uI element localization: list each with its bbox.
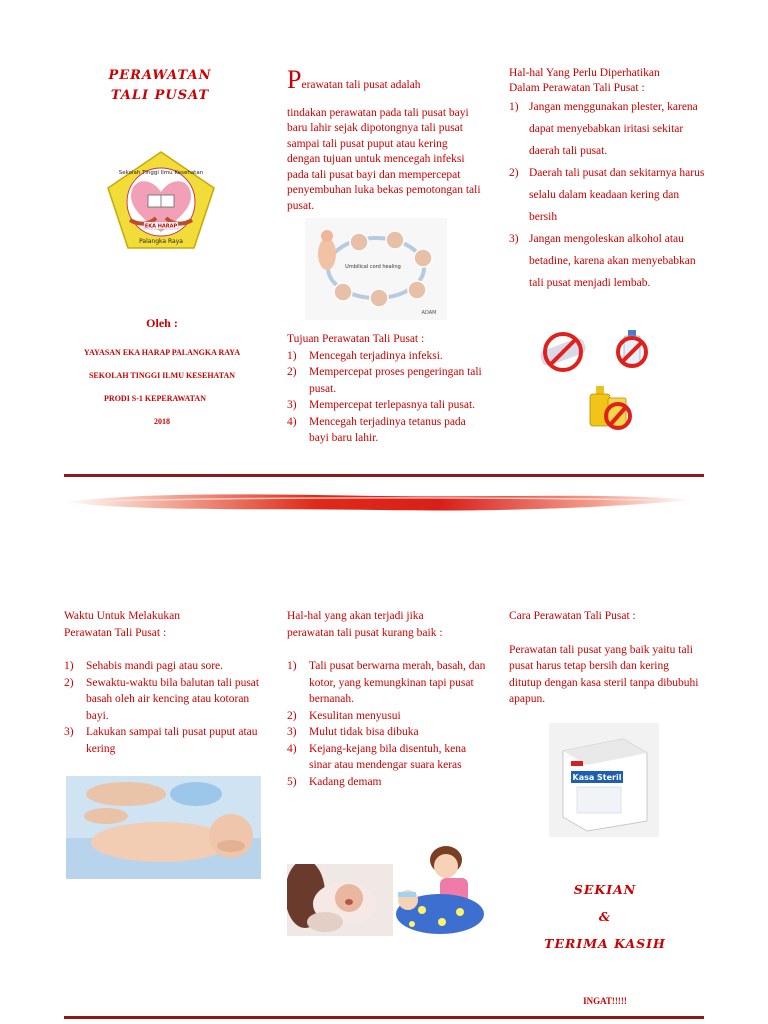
institution-logo <box>106 150 216 250</box>
intro-body: tindakan perawatan pada tali pusat bayi baru lahir sejak dipotongnya tali pusat sampai tali pusat puput atau kering dengan tujuan untuk mencegah infeksi pada tali pusat bayi dan mempercepat penyembuhan luka bekas pemotongan tali pusat. <box>287 106 481 212</box>
list-item: 2) Sewaktu-waktu bila balutan tali pusat basah oleh air kencing atau kotoran bayi. <box>64 676 260 722</box>
list-item: 3) Jangan mengoleskan alkohol atau betadine, karena akan menyebabkan tali pusat menjadi lembab. <box>509 233 696 289</box>
diagram-caption: Umbilical cord healing <box>345 264 401 270</box>
list-item: 2) Mempercepat proses pengeringan tali pusat. <box>287 366 482 395</box>
timing-title-line2: Perawatan Tali Pusat : <box>64 626 167 639</box>
complications-title-line2: perawatan tali pusat kurang baik : <box>287 626 443 639</box>
sick-baby-illustration <box>392 844 488 936</box>
list-item: 1) Sehabis mandi pagi atau sore. <box>64 660 224 672</box>
prohibited-items-illustration <box>530 328 670 448</box>
sterile-gauze-box-photo <box>549 723 659 837</box>
precautions-title-line2: Dalam Perawatan Tali Pusat : <box>509 82 645 94</box>
care-method-section <box>509 608 699 708</box>
intro-first-line <box>287 65 482 94</box>
care-method-title: Cara Perawatan Tali Pusat : <box>509 610 636 622</box>
logo-city-text: Palangka Raya <box>139 238 183 245</box>
timing-title-line1: Waktu Untuk Melakukan <box>64 610 180 622</box>
intro-paragraph <box>287 65 482 214</box>
crying-baby-photo <box>287 864 393 936</box>
timing-list <box>64 658 264 757</box>
closing-line-thanks: TERIMA KASIH <box>544 936 666 951</box>
list-item: 3) Mempercepat terlepasnya tali pusat. <box>287 399 476 411</box>
org-line-program: PRODI S-1 KEPERAWATAN <box>104 394 206 403</box>
list-item: 3) Mulut tidak bisa dibuka <box>287 726 419 738</box>
precautions-title <box>509 66 709 96</box>
brochure-title <box>90 66 230 106</box>
goals-list <box>287 348 487 447</box>
list-item: 4) Mencegah terjadinya tetanus pada bayi baru lahir. <box>287 415 466 444</box>
footer-reminder: INGAT!!!!! <box>583 996 627 1006</box>
complications-title-line1: Hal-hal yang akan terjadi jika <box>287 610 424 622</box>
list-item: 3) Lakukan sampai tali pusat puput atau kering <box>64 726 258 755</box>
no-plaster-icon <box>539 334 588 370</box>
goals-title: Tujuan Perawatan Tali Pusat : <box>287 333 425 345</box>
organization-block <box>64 348 260 440</box>
top-divider <box>64 474 704 477</box>
intro-first-text: erawatan tali pusat adalah <box>301 79 421 91</box>
precautions-section <box>509 66 709 294</box>
complications-list <box>287 658 487 790</box>
author-label: Oleh : <box>146 316 178 330</box>
brochure-title-line2: TALI PUSAT <box>110 88 210 103</box>
timing-section <box>64 608 264 757</box>
logo-banner-text: EKA HARAP <box>144 223 178 230</box>
precautions-list <box>509 96 709 294</box>
closing-line-sekian: SEKIAN <box>573 882 637 897</box>
org-line-school: SEKOLAH TINGGI ILMU KESEHATAN <box>88 371 236 380</box>
list-item: 2) Kesulitan menyusui <box>287 709 401 722</box>
closing-line-ampersand: & <box>598 909 612 924</box>
closing-greeting <box>530 876 680 957</box>
list-item: 2) Daerah tali pusat dan sekitarnya harus selalu dalam keadaan kering dan bersih <box>509 167 705 223</box>
list-item: 5) Kadang demam <box>287 775 382 788</box>
complications-title <box>287 608 487 641</box>
decorative-brush-stroke <box>64 488 692 516</box>
brochure-title-line1: PERAWATAN <box>108 68 212 83</box>
timing-title <box>64 608 264 641</box>
list-item: 4) Kejang-kejang bila disentuh, kena sinar atau mendengar suara keras <box>287 742 467 771</box>
care-method-body: Perawatan tali pusat yang baik yaitu tali pusat harus tetap bersih dan kering ditutup dengan kasa steril tanpa dibubuhi apapun. <box>509 643 699 705</box>
org-line-year: 2018 <box>154 417 170 426</box>
goals-section <box>287 331 487 447</box>
umbilical-healing-diagram <box>305 218 447 320</box>
no-betadine-icon <box>590 386 630 428</box>
no-alcohol-icon <box>618 330 646 366</box>
list-item: 1) Tali pusat berwarna merah, basah, dan kotor, yang kemungkinan tapi pusat bernanah. <box>287 660 486 705</box>
list-item: 1) Jangan menggunakan plester, karena dapat menyebabkan iritasi sekitar daerah tali pusat. <box>509 101 698 157</box>
diagram-brand: ADAM <box>421 310 437 316</box>
org-line-foundation: YAYASAN EKA HARAP PALANGKA RAYA <box>83 348 241 357</box>
bottom-divider <box>64 1016 704 1019</box>
precautions-title-line1: Hal-hal Yang Perlu Diperhatikan <box>509 67 660 79</box>
list-item: 1) Mencegah terjadinya infeksi. <box>287 349 443 362</box>
gauze-box-label: Kasa Steril <box>572 773 622 782</box>
baby-care-photo <box>66 776 261 879</box>
intro-dropcap: P <box>287 65 302 94</box>
complications-section <box>287 608 487 790</box>
logo-ring-text: Sekolah Tinggi Ilmu Kesehatan <box>118 170 204 176</box>
